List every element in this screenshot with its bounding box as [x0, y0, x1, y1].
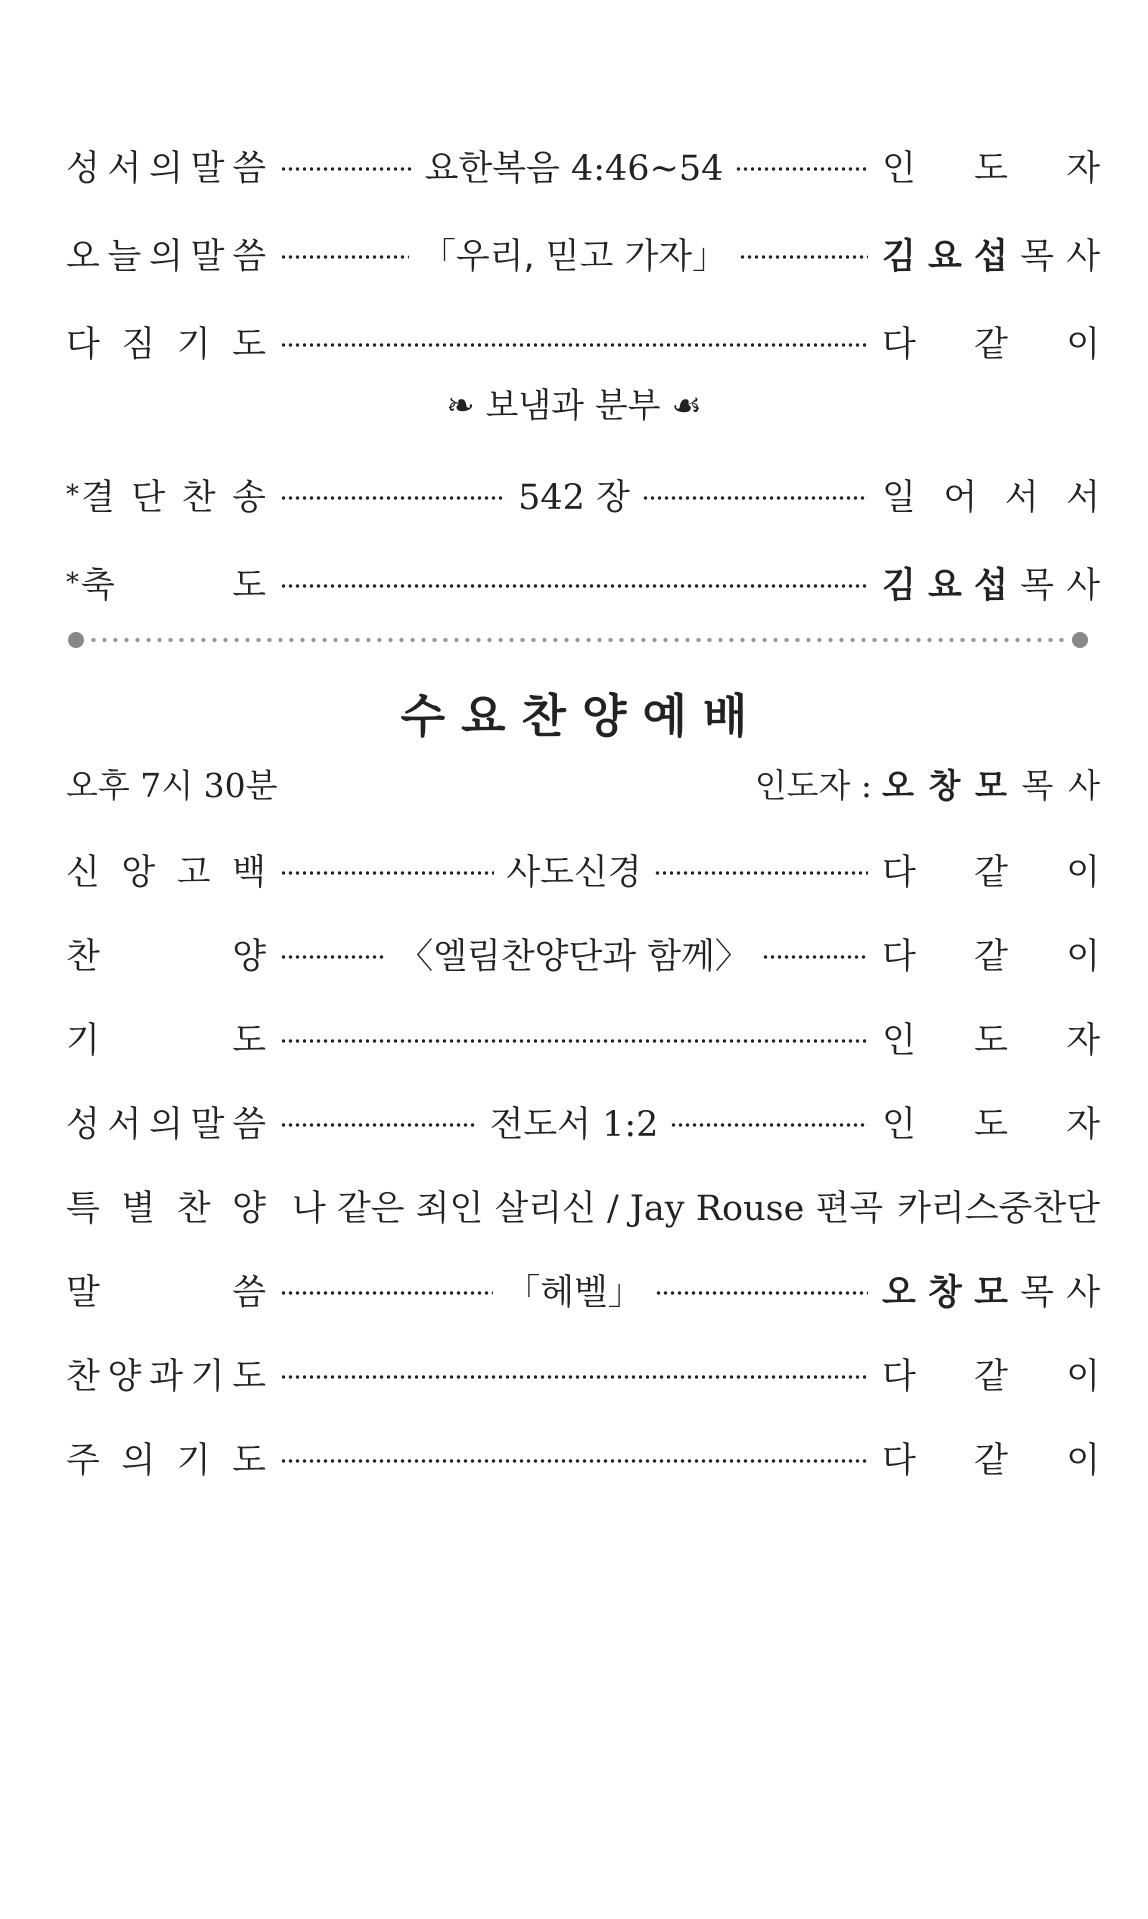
- service-item-leader: [882, 229, 1100, 279]
- label-char: 의: [121, 1441, 156, 1481]
- leader-char: 섭: [974, 566, 1008, 606]
- service-item-leader: [882, 1097, 1100, 1147]
- dot-fill: [739, 255, 868, 259]
- leader-char: 자: [1066, 149, 1100, 189]
- leader-char: 목: [1020, 1273, 1054, 1313]
- label-char: 다: [66, 325, 100, 365]
- leader-char: 사: [1066, 237, 1100, 277]
- dot-fill: [655, 1291, 868, 1295]
- service-item-content: 〈엘림찬양단과 함께〉: [398, 937, 750, 977]
- service-item-label: [66, 1097, 266, 1147]
- leader-char: 김: [882, 237, 916, 277]
- label-char: 축: [81, 566, 115, 606]
- service-item-label: [66, 1433, 266, 1483]
- leader-char: 목: [1020, 566, 1054, 606]
- label-char: 성: [66, 1105, 100, 1145]
- leader-char: 창: [928, 1273, 962, 1313]
- service-item-label: [66, 141, 266, 191]
- dot-leader: [280, 1033, 868, 1043]
- service-row: [66, 1095, 1100, 1149]
- dot-fill: [670, 1123, 868, 1127]
- service-item-label: [66, 317, 266, 367]
- leader-char: 다: [882, 853, 916, 893]
- leader-char: 이: [1066, 325, 1100, 365]
- dot-leader: [280, 1453, 868, 1463]
- label-char: 기: [190, 1357, 225, 1397]
- dot-fill: [642, 496, 868, 500]
- leader-char: 섭: [974, 237, 1008, 277]
- leader-char: 요: [928, 566, 962, 606]
- dot-fill: [280, 955, 386, 959]
- standing-mark: *: [66, 568, 79, 598]
- dot-leader: [280, 1265, 868, 1315]
- service-item-label: [66, 1181, 266, 1231]
- service-item-leader: [882, 1433, 1100, 1483]
- label-char: 양: [232, 1189, 266, 1229]
- label-char: 씀: [232, 149, 266, 189]
- label-char: 백: [232, 853, 266, 893]
- label-char: 서: [107, 149, 142, 189]
- service-row: [66, 1179, 1100, 1233]
- leader-char: 다: [882, 325, 916, 365]
- leader-char: 모: [974, 1273, 1008, 1313]
- service-row: [66, 927, 1100, 981]
- dot-leader: [280, 141, 868, 191]
- leader-name: [882, 760, 1100, 807]
- dot-leader: [280, 337, 868, 347]
- leader-char: 같: [974, 325, 1008, 365]
- label-char: 씀: [232, 237, 266, 277]
- leader-char: 서: [1066, 478, 1100, 518]
- dot-fill: [280, 871, 494, 875]
- service-item-label: [66, 558, 266, 608]
- dot-fill: [280, 343, 868, 347]
- label-char: 찬: [181, 478, 216, 518]
- leader-char: 다: [882, 937, 916, 977]
- divider-end-dot: [1072, 632, 1088, 648]
- leader-char: 오: [882, 765, 914, 805]
- leader-label: 인도자 :: [754, 765, 872, 805]
- label-char: 고: [176, 853, 211, 893]
- label-char: 특: [66, 1189, 100, 1229]
- label-char: 서: [107, 1105, 142, 1145]
- service-leader: [755, 760, 1100, 807]
- label-char: 의: [149, 237, 183, 277]
- leader-char: 일: [882, 478, 916, 518]
- leader-char: 도: [974, 1021, 1008, 1061]
- service-row: [66, 1263, 1100, 1317]
- dot-fill: [280, 496, 506, 500]
- label-char: 신: [66, 853, 100, 893]
- label-char: 늘: [107, 237, 142, 277]
- dot-fill: [280, 1123, 478, 1127]
- label-char: 찬: [66, 1357, 100, 1397]
- label-char: 도: [232, 1021, 266, 1061]
- service-item-leader: [882, 1349, 1100, 1399]
- dot-fill: [280, 255, 409, 259]
- leader-char: 오: [882, 1273, 916, 1313]
- service-item-label: [66, 929, 266, 979]
- leader-char: 김: [882, 566, 916, 606]
- label-char: 기: [176, 325, 211, 365]
- service-row: [66, 843, 1100, 897]
- section-title: 수 요 찬 양 예 배: [400, 689, 748, 743]
- leader-char: 같: [974, 937, 1008, 977]
- dot-fill: [762, 955, 868, 959]
- service-item-content: 「헤벨」: [505, 1273, 643, 1313]
- service-item-label: [66, 470, 266, 520]
- label-char: 말: [190, 149, 225, 189]
- leader-char: 같: [974, 1441, 1008, 1481]
- leader-char: 같: [974, 1357, 1008, 1397]
- service-item-leader: [882, 929, 1100, 979]
- label-char: 도: [232, 566, 266, 606]
- label-char: 말: [190, 1105, 225, 1145]
- leader-char: 카리스중찬단: [897, 1189, 1100, 1229]
- label-char: 짐: [121, 325, 156, 365]
- service-item-leader: [882, 1181, 1100, 1231]
- leader-char: 다: [882, 1357, 916, 1397]
- label-char: 결: [81, 478, 115, 518]
- label-char: 찬: [176, 1189, 211, 1229]
- service-item-leader: [882, 1265, 1100, 1315]
- label-char: 찬: [66, 937, 100, 977]
- label-char: 기: [176, 1441, 211, 1481]
- leader-char: 이: [1066, 853, 1100, 893]
- label-char: 의: [149, 149, 183, 189]
- leader-char: 이: [1066, 1441, 1100, 1481]
- service-time: 오후 7시 30분: [66, 765, 278, 805]
- leader-char: 모: [975, 765, 1007, 805]
- label-char: 씀: [232, 1273, 266, 1313]
- label-char: 양: [107, 1357, 142, 1397]
- service-row: [66, 468, 1100, 522]
- dot-fill: [735, 167, 868, 171]
- service-item-content: 사도신경: [506, 853, 642, 893]
- service-item-leader: [882, 558, 1100, 608]
- service-item-leader: [882, 141, 1100, 191]
- service-row: [66, 227, 1100, 281]
- service-item-leader: [882, 1013, 1100, 1063]
- service-item-leader: [882, 470, 1100, 520]
- dot-leader: [280, 470, 868, 520]
- dot-fill: [280, 584, 868, 588]
- label-char: 도: [232, 1357, 266, 1397]
- leader-char: 같: [974, 853, 1008, 893]
- service-item-label: [66, 1265, 266, 1315]
- service-row: [66, 1011, 1100, 1065]
- service-item-label: [66, 1349, 266, 1399]
- dot-leader: [280, 845, 868, 895]
- divider-end-dot: [68, 632, 84, 648]
- label-char: 말: [190, 237, 225, 277]
- label-char: 과: [149, 1357, 183, 1397]
- service-item-leader: [882, 317, 1100, 367]
- leader-char: 창: [928, 765, 961, 805]
- service-row: [66, 556, 1100, 610]
- label-char: 별: [121, 1189, 156, 1229]
- leader-char: 목: [1021, 765, 1054, 805]
- leader-char: 이: [1066, 937, 1100, 977]
- leader-char: 사: [1066, 1273, 1100, 1313]
- dot-leader: [280, 1181, 884, 1231]
- ornament-right-icon: ☙: [660, 386, 702, 426]
- label-char: 주: [66, 1441, 100, 1481]
- service-row: [66, 1347, 1100, 1401]
- service-item-label: [66, 845, 266, 895]
- leader-char: 인: [882, 149, 916, 189]
- label-char: 앙: [121, 853, 156, 893]
- service-row: [66, 139, 1100, 193]
- service-item-content: 요한복음 4:46~54: [424, 149, 724, 189]
- service-item-content: 542 장: [518, 478, 630, 518]
- label-char: 도: [232, 1441, 266, 1481]
- dot-fill: [280, 1459, 868, 1463]
- dot-fill: [280, 167, 413, 171]
- label-char: 도: [232, 325, 266, 365]
- leader-char: 사: [1068, 765, 1100, 805]
- leader-char: 인: [882, 1021, 916, 1061]
- service-item-content: 전도서 1:2: [489, 1105, 659, 1145]
- dot-leader: [280, 578, 868, 588]
- dot-leader: [280, 1097, 868, 1147]
- leader-char: 도: [974, 1105, 1008, 1145]
- label-char: 오: [66, 237, 100, 277]
- label-char: 의: [149, 1105, 183, 1145]
- dot-fill: [654, 871, 868, 875]
- label-char: 씀: [232, 1105, 266, 1145]
- label-char: 단: [131, 478, 166, 518]
- leader-char: 목: [1020, 237, 1054, 277]
- ornament-left-icon: ❧: [446, 386, 486, 426]
- leader-char: 사: [1066, 566, 1100, 606]
- standing-mark: *: [66, 480, 79, 510]
- label-char: 말: [66, 1273, 100, 1313]
- dot-leader: [280, 1369, 868, 1379]
- leader-char: 어: [943, 478, 978, 518]
- leader-char: 다: [882, 1441, 916, 1481]
- label-first: [66, 470, 115, 520]
- service-item-content: 나 같은 죄인 살리신 / Jay Rouse 편곡: [292, 1189, 884, 1229]
- divider-line: [88, 638, 1068, 642]
- leader-char: 인: [882, 1105, 916, 1145]
- service-time-row: [66, 756, 1100, 810]
- label-first: [66, 558, 115, 608]
- service-row: [66, 315, 1100, 369]
- leader-char: 자: [1066, 1021, 1100, 1061]
- dot-fill: [280, 1291, 493, 1295]
- service-item-content: 「우리, 믿고 가자」: [420, 237, 728, 277]
- label-char: 기: [66, 1021, 100, 1061]
- subheading: [0, 378, 1148, 427]
- leader-char: 이: [1066, 1357, 1100, 1397]
- service-item-leader: [882, 845, 1100, 895]
- section-divider: [68, 634, 1088, 646]
- dot-leader: [280, 229, 868, 279]
- dot-fill: [280, 1039, 868, 1043]
- subheading-text: 보냄과 분부: [485, 386, 661, 426]
- service-item-label: [66, 1013, 266, 1063]
- leader-char: 도: [974, 149, 1008, 189]
- label-char: 양: [232, 937, 266, 977]
- leader-char: 서: [1004, 478, 1039, 518]
- service-item-label: [66, 229, 266, 279]
- label-char: 성: [66, 149, 100, 189]
- dot-leader: [280, 929, 868, 979]
- leader-char: 요: [928, 237, 962, 277]
- dot-fill: [280, 1375, 868, 1379]
- leader-char: 자: [1066, 1105, 1100, 1145]
- service-row: [66, 1431, 1100, 1485]
- label-char: 송: [232, 478, 266, 518]
